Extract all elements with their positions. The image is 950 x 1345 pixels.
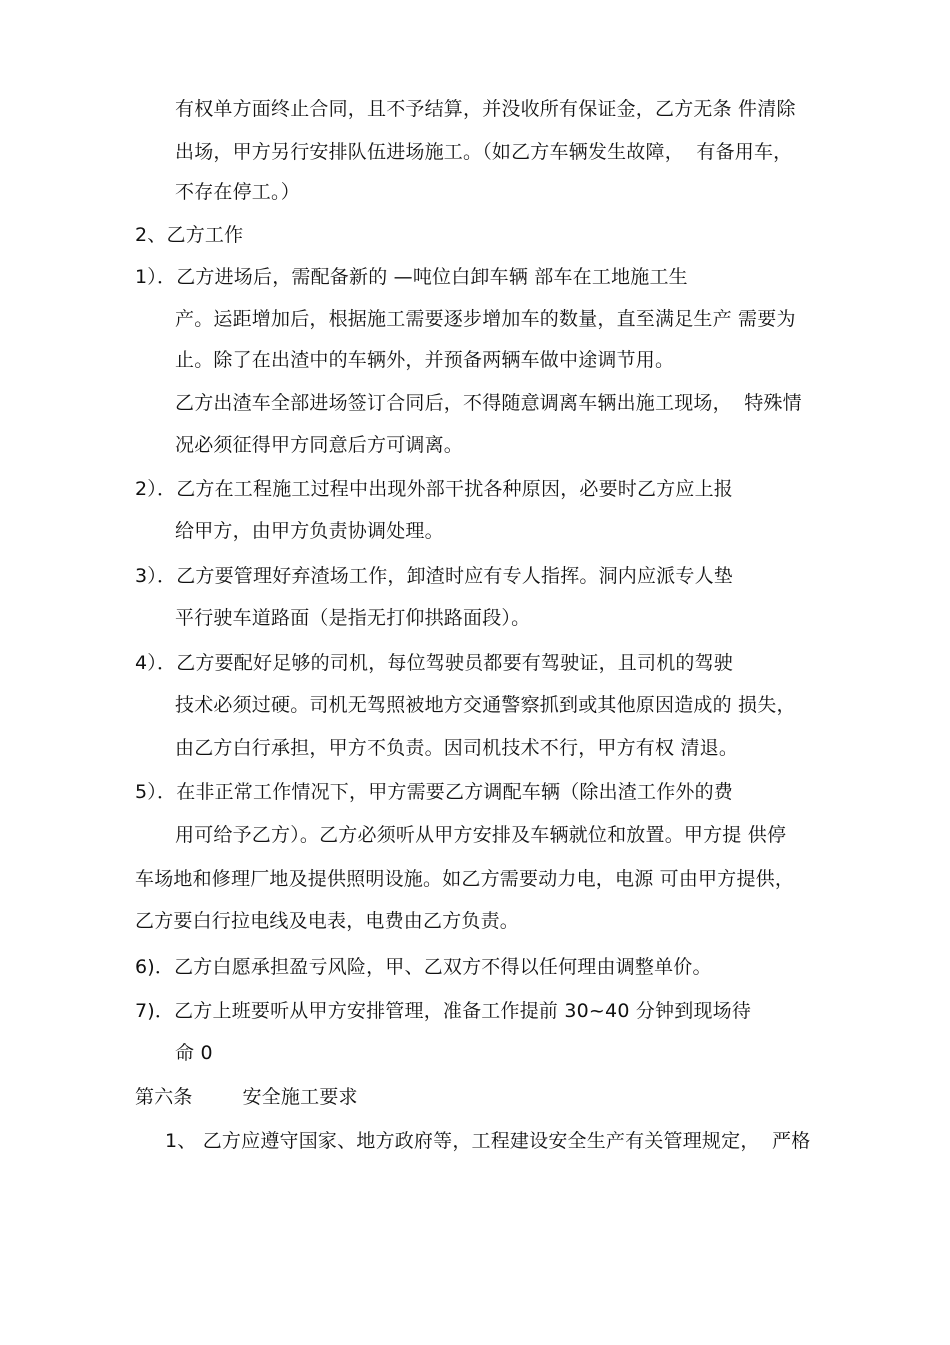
text-line: 有权单方面终止合同，且不予结算，并没收所有保证金，乙方无条 件清除 xyxy=(175,98,796,120)
article-heading: 第六条 安全施工要求 xyxy=(135,1086,358,1108)
text-line: 命 0 xyxy=(175,1042,213,1064)
text-line: 技术必须过硬。司机无驾照被地方交通警察抓到或其他原因造成的 损失， xyxy=(175,694,796,716)
text-line: 止。除了在出渣中的车辆外，并预备两辆车做中途调节用。 xyxy=(175,349,675,371)
list-item: 7)．乙方上班要听从甲方安排管理，准备工作提前 30~40 分钟到现场待 xyxy=(135,1000,752,1022)
list-item: 1）．乙方进场后，需配备新的 —吨位白卸车辆 部车在工地施工生 xyxy=(135,266,688,288)
list-item: 2）．乙方在工程施工过程中出现外部干扰各种原因，必要时乙方应上报 xyxy=(135,478,733,500)
text-line: 平行驶车道路面（是指无打仰拱路面段）。 xyxy=(175,607,531,629)
list-item: 5）．在非正常工作情况下，甲方需要乙方调配车辆（除出渣工作外的费 xyxy=(135,781,733,803)
text-line: 乙方出渣车全部进场签订合同后，不得随意调离车辆出施工现场， 特殊情 xyxy=(175,392,802,414)
section-heading: 2、乙方工作 xyxy=(135,224,244,246)
text-line: 用可给予乙方）。乙方必须听从甲方安排及车辆就位和放置。甲方提 供停 xyxy=(175,824,787,846)
list-item: 6)．乙方白愿承担盈亏风险，甲、乙双方不得以任何理由调整单价。 xyxy=(135,956,712,978)
text-line: 况必须征得甲方同意后方可调离。 xyxy=(175,434,464,456)
list-item: 1、 乙方应遵守国家、地方政府等，工程建设安全生产有关管理规定， 严格 xyxy=(165,1130,811,1152)
list-item: 4）．乙方要配好足够的司机，每位驾驶员都要有驾驶证，且司机的驾驶 xyxy=(135,652,733,674)
text-line: 出场，甲方另行安排队伍进场施工。（如乙方车辆发生故障， 有备用车， xyxy=(175,141,793,163)
text-line: 由乙方白行承担，甲方不负责。因司机技术不行，甲方有权 清退。 xyxy=(175,737,739,759)
text-line: 车场地和修理厂地及提供照明设施。如乙方需要动力电，电源 可由甲方提供， xyxy=(135,868,795,890)
text-line: 产。运距增加后，根据施工需要逐步增加车的数量，直至满足生产 需要为 xyxy=(175,308,796,330)
text-line: 给甲方，由甲方负责协调处理。 xyxy=(175,520,444,542)
list-item: 3）．乙方要管理好弃渣场工作，卸渣时应有专人指挥。洞内应派专人垫 xyxy=(135,565,733,587)
text-line: 不存在停工。） xyxy=(175,181,300,203)
text-line: 乙方要白行拉电线及电表，电费由乙方负责。 xyxy=(135,910,520,932)
